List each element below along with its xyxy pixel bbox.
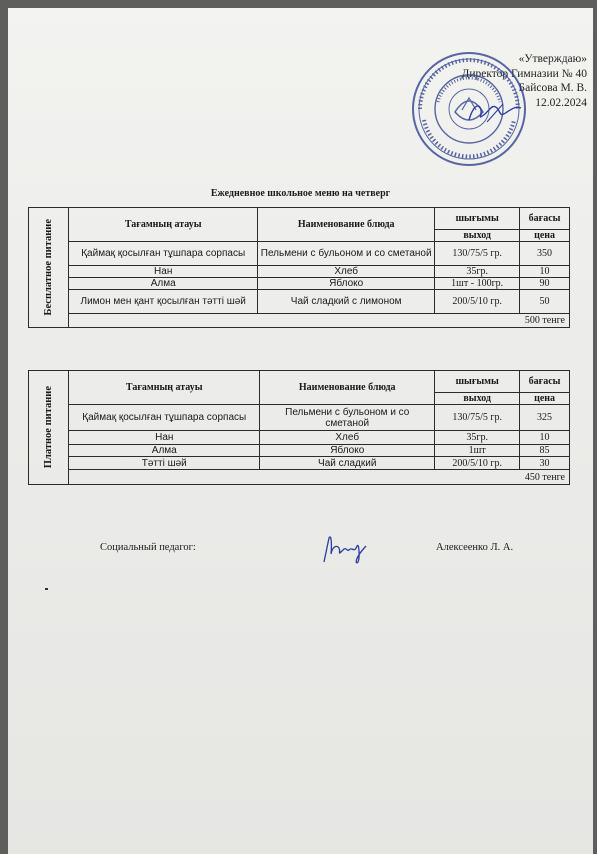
social-pedagogue-signature: [320, 532, 368, 566]
document-page: [8, 8, 593, 854]
dish-name-kz: Лимон мен қант қосылған тәтті шәй: [69, 290, 258, 314]
column-header-price-ru: цена: [520, 393, 570, 405]
dish-name-ru: Хлеб: [260, 431, 435, 445]
table-row: [29, 290, 570, 314]
dish-yield: 130/75/5 гр.: [435, 405, 520, 431]
signatory-name: Алексеенко Л. А.: [436, 542, 514, 553]
column-header-yield-kz: шығымы: [435, 208, 520, 230]
column-header-price-kz: бағасы: [520, 371, 570, 393]
approval-position: Директор Гимназии № 40: [461, 67, 587, 80]
approval-director-name: Байсова М. В.: [518, 82, 587, 94]
paid-meal-table: [28, 370, 570, 485]
dish-name-kz: Алма: [69, 278, 258, 290]
dish-yield: 35гр.: [435, 431, 520, 445]
dish-yield: 130/75/5 гр.: [435, 242, 520, 266]
dish-name-ru: Пельмени с бульоном и со сметаной: [258, 242, 435, 266]
paid-meal-side-text: Платное питание: [43, 386, 55, 469]
dish-price: 85: [520, 445, 570, 457]
approval-label: «Утверждаю»: [518, 53, 587, 65]
dish-name-ru: Яблоко: [260, 445, 435, 457]
dish-price: 10: [520, 431, 570, 445]
page-title: Ежедневное школьное меню на четверг: [210, 188, 391, 199]
dish-name-kz: Алма: [69, 445, 260, 457]
page-mark: [45, 588, 48, 590]
table-row: [29, 431, 570, 445]
dish-yield: 200/5/10 гр.: [435, 290, 520, 314]
dish-name-kz: Нан: [69, 431, 260, 445]
table-row: [29, 445, 570, 457]
dish-yield: 1шт: [435, 445, 520, 457]
column-header-name-kz: Тағамның атауы: [69, 371, 260, 405]
dish-name-kz: Нан: [69, 266, 258, 278]
dish-name-kz: Қаймақ қосылған тұшпара сорпасы: [69, 242, 258, 266]
table-row: [29, 242, 570, 266]
dish-price: 350: [520, 242, 570, 266]
dish-name-ru: Чай сладкий с лимоном: [258, 290, 435, 314]
dish-yield: 35гр.: [435, 266, 520, 278]
approval-date: 12.02.2024: [535, 96, 587, 109]
column-header-yield-kz: шығымы: [435, 371, 520, 393]
free-meal-side-label: [29, 208, 69, 328]
signatory-role: Социальный педагог:: [100, 542, 196, 553]
column-header-name-ru: Наименование блюда: [258, 208, 435, 242]
paid-meal-total: 450 тенге: [69, 470, 570, 485]
dish-name-ru: Пельмени с бульоном и со сметаной: [260, 405, 435, 431]
column-header-yield-ru: выход: [435, 393, 520, 405]
dish-yield: 200/5/10 гр.: [435, 457, 520, 470]
free-meal-table: [28, 207, 570, 328]
column-header-price-kz: бағасы: [520, 208, 570, 230]
paid-meal-side-label: [29, 371, 69, 485]
dish-name-ru: Хлеб: [258, 266, 435, 278]
column-header-price-ru: цена: [520, 230, 570, 242]
dish-yield: 1шт - 100гр.: [435, 278, 520, 290]
table-row: [29, 457, 570, 470]
free-meal-side-text: Бесплатное питание: [43, 219, 55, 316]
column-header-name-kz: Тағамның атауы: [69, 208, 258, 242]
dish-price: 30: [520, 457, 570, 470]
table-row: [29, 405, 570, 431]
director-signature: [463, 96, 523, 126]
dish-name-kz: Тәтті шәй: [69, 457, 260, 470]
dish-name-ru: Чай сладкий: [260, 457, 435, 470]
dish-price: 10: [520, 266, 570, 278]
dish-price: 325: [520, 405, 570, 431]
dish-name-ru: Яблоко: [258, 278, 435, 290]
dish-price: 90: [520, 278, 570, 290]
table-row: [29, 278, 570, 290]
column-header-name-ru: Наименование блюда: [260, 371, 435, 405]
dish-name-kz: Қаймақ қосылған тұшпара сорпасы: [69, 405, 260, 431]
free-meal-total: 500 тенге: [69, 314, 570, 328]
dish-price: 50: [520, 290, 570, 314]
table-row: [29, 266, 570, 278]
column-header-yield-ru: выход: [435, 230, 520, 242]
